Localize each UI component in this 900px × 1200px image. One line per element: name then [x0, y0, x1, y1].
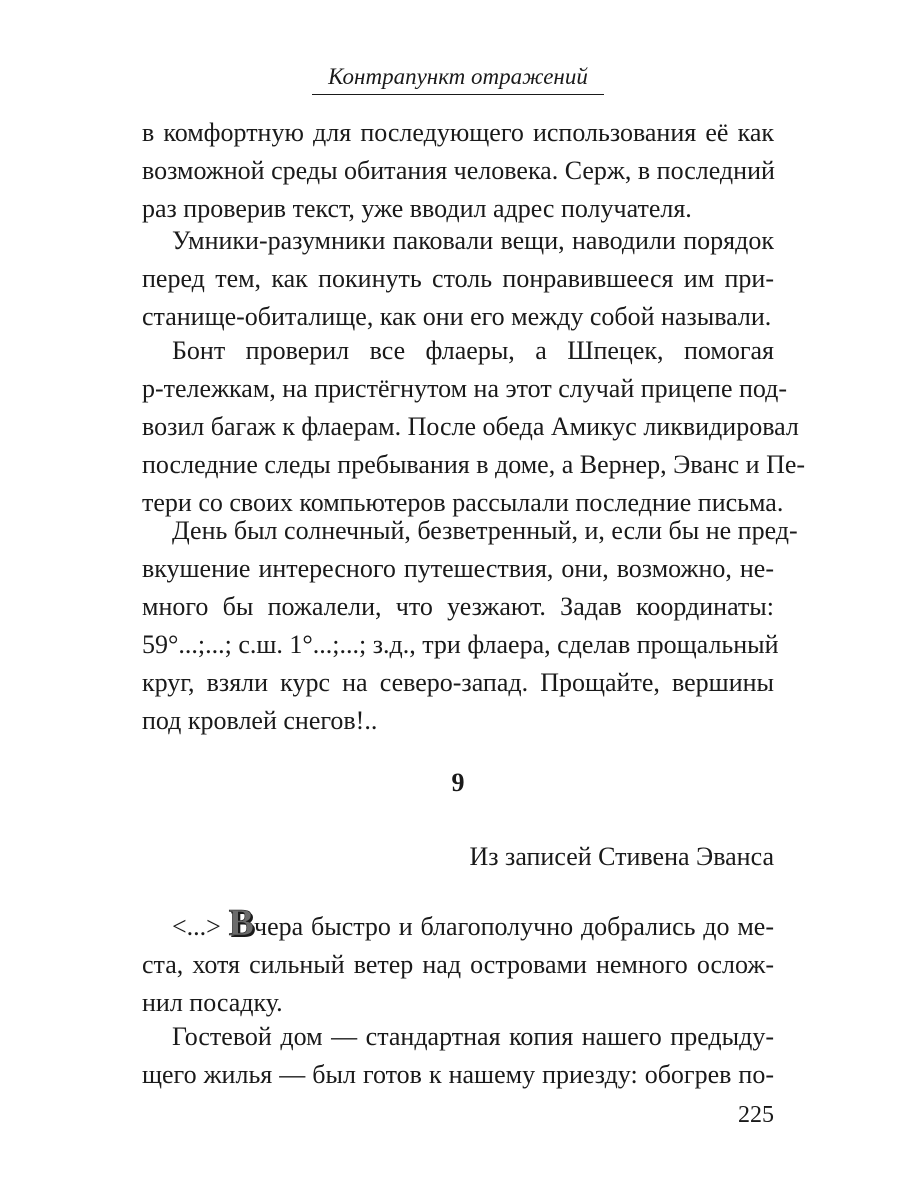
paragraph-3	[142, 332, 806, 522]
text-line: раз проверив текст, уже вводил адрес получателя.	[142, 194, 692, 223]
text-line: последние следы пребывания в доме, а Вернер, Эванс и Пе-	[142, 450, 806, 479]
text-line: щего жилья — был готов к нашему приезду: обогрев по-	[142, 1060, 774, 1089]
ellipsis-marker: <...>	[172, 912, 221, 941]
text-line: нил посадку.	[142, 988, 283, 1017]
text-line: много бы пожалели, что уезжают. Задав координаты:	[142, 592, 774, 621]
chapter-paragraph-2	[142, 1018, 774, 1094]
chapter-paragraph-1	[142, 902, 774, 1022]
page-number: 225	[738, 1102, 774, 1128]
text-line: Гостевой дом — стандартная копия нашего предыду-	[172, 1022, 774, 1051]
drop-cap-letter: В	[228, 902, 255, 944]
text-line: вкушение интересного путешествия, они, возможно, не-	[142, 554, 774, 583]
text-line: перед тем, как покинуть столь понравившееся им при-	[142, 264, 774, 293]
text-line: Бонт проверил все флаеры, а Шпецек, помогая	[172, 336, 774, 365]
text-line-with-dropcap	[142, 902, 774, 946]
text-fragment: чера быстро и благополучно добрались до ме-	[254, 912, 774, 941]
text-line: в комфортную для последующего использования её как	[142, 118, 774, 147]
text-line: День был солнечный, безветренный, и, если бы не пред-	[172, 516, 798, 545]
chapter-epigraph: Из записей Стивена Эванса	[469, 842, 774, 871]
text-line: 59°...;...; с.ш. 1°...;...; з.д., три флаера, сделав прощальный	[142, 630, 779, 659]
text-line: возможной среды обитания человека. Серж, в последний	[142, 156, 775, 185]
text-line: ста, хотя сильный ветер над островами немного ослож-	[142, 950, 774, 979]
text-line: тери со своих компьютеров рассылали последние письма.	[142, 488, 784, 517]
text-line: под кровлей снегов!..	[142, 706, 378, 735]
text-line: станище-обиталище, как они его между собой называли.	[142, 302, 772, 331]
text-line: Умники-разумники паковали вещи, наводили порядок	[172, 226, 774, 255]
paragraph-2	[142, 222, 774, 336]
paragraph-4	[142, 512, 798, 740]
paragraph-1	[142, 114, 774, 228]
running-head-title: Контрапункт отражений	[312, 62, 604, 95]
text-line: круг, взяли курс на северо-запад. Прощайте, вершины	[142, 668, 774, 697]
text-line: р-тележкам, на пристёгнутом на этот случай прицепе под-	[142, 374, 788, 403]
text-line: возил багаж к флаерам. После обеда Амикус ликвидировал	[142, 412, 799, 441]
chapter-number: 9	[451, 768, 465, 797]
